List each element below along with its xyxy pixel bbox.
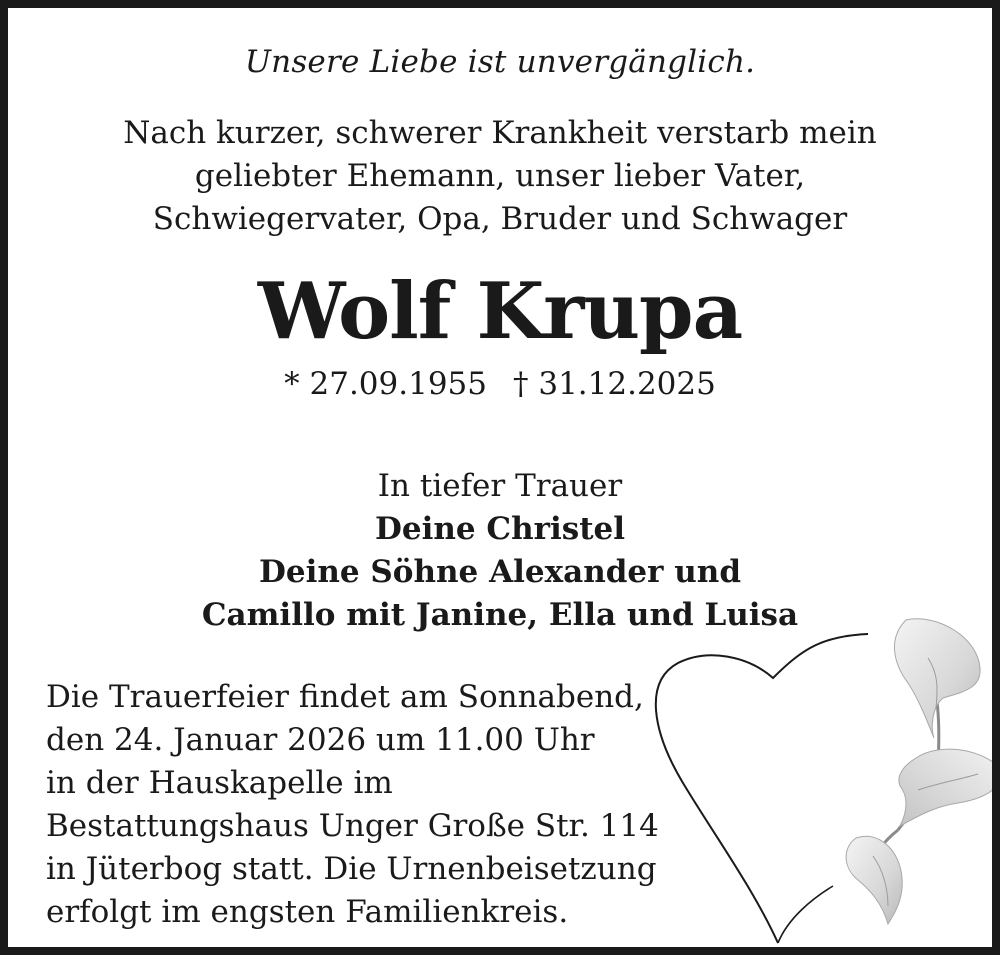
signatory-line: Deine Söhne Alexander und <box>258 554 742 590</box>
heart-outline-icon <box>656 634 868 943</box>
calla-lily-icon <box>846 619 1000 924</box>
death-date: † 31.12.2025 <box>513 366 716 402</box>
ceremony-details <box>46 676 659 934</box>
ceremony-line: erfolgt im engsten Familienkreis. <box>46 894 569 930</box>
heart-and-lilies-decoration <box>638 598 1000 955</box>
motto: Unsere Liebe ist unvergänglich. <box>244 44 756 80</box>
ceremony-line: Bestattungshaus Unger Große Str. 114 <box>46 808 659 844</box>
birth-date: * 27.09.1955 <box>284 366 487 402</box>
intro-line: geliebter Ehemann, unser lieber Vater, <box>194 158 806 194</box>
mourning-lead: In tiefer Trauer <box>377 468 623 504</box>
ceremony-line: in der Hauskapelle im <box>46 765 393 801</box>
deceased-name: Wolf Krupa <box>257 266 743 357</box>
intro-line: Schwiegervater, Opa, Bruder und Schwager <box>152 201 848 237</box>
ceremony-line: Die Trauerfeier findet am Sonnabend, <box>46 679 644 715</box>
signatory-line: Deine Christel <box>374 511 626 547</box>
ceremony-line: in Jüterbog statt. Die Urnenbeisetzung <box>46 851 657 887</box>
intro-text <box>8 112 992 241</box>
life-dates <box>8 366 992 402</box>
intro-line: Nach kurzer, schwerer Krankheit verstarb mein <box>123 115 877 151</box>
ceremony-line: den 24. Januar 2026 um 11.00 Uhr <box>46 722 595 758</box>
signatory-line: Camillo mit Janine, Ella und Luisa <box>201 597 799 633</box>
